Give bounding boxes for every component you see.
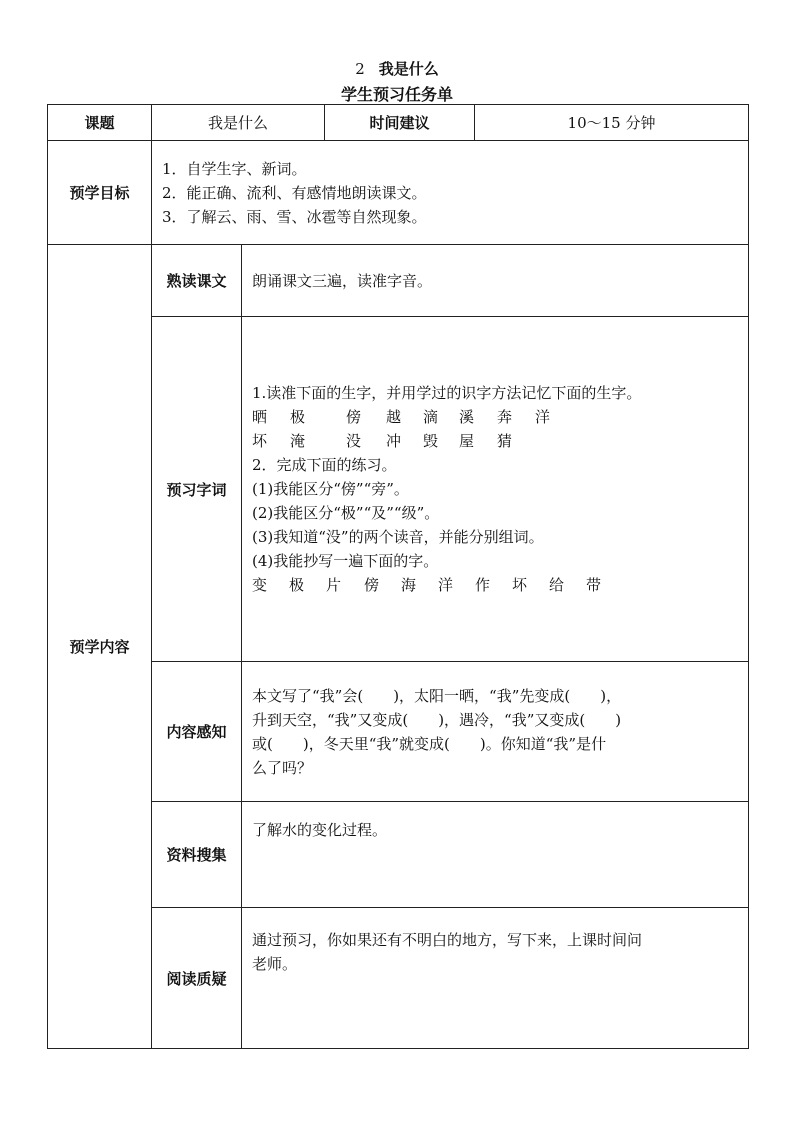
char: 坏 [512, 576, 528, 594]
reading-row [48, 245, 749, 317]
char: 带 [586, 576, 602, 594]
goals-label: 预学目标 [48, 141, 152, 245]
perception-line: 升到天空，“我”又变成( )，遇冷，“我”又变成( ) [252, 710, 622, 729]
questions-row [48, 908, 749, 1049]
char: 给 [549, 576, 565, 594]
questions-content [242, 908, 749, 1049]
words-row [48, 317, 749, 662]
worksheet-subtitle: 学生预习任务单 [340, 85, 453, 104]
perception-line: 么了吗？ [252, 758, 313, 777]
words-instruction: 1.读准下面的生字，并用学过的识字方法记忆下面的生字。 [252, 384, 642, 402]
questions-line: 老师。 [252, 955, 298, 973]
char: 淹 [290, 432, 306, 450]
goal-item: 1．自学生字、新词。 [162, 159, 307, 178]
lesson-heading [0, 58, 794, 79]
char: 晒 [252, 408, 268, 426]
questions-label: 阅读质疑 [152, 908, 242, 1049]
char: 毁 [423, 432, 439, 450]
reading-text: 朗诵课文三遍，读准字音。 [242, 245, 749, 317]
char: 变 [252, 576, 268, 594]
char: 海 [401, 576, 417, 594]
content-section-label: 预学内容 [48, 245, 152, 1049]
goal-item: 3．了解云、雨、雪、冰雹等自然现象。 [162, 207, 427, 226]
goals-content [152, 141, 749, 245]
chars-row-3 [252, 573, 740, 597]
char: 片 [326, 576, 342, 594]
chars-row-2 [252, 429, 740, 453]
exercise-item: (1)我能区分“傍”“旁”。 [252, 480, 409, 498]
char: 洋 [535, 408, 551, 426]
char: 坏 [252, 432, 268, 450]
perception-content [242, 662, 749, 802]
lesson-number: 2 [355, 60, 365, 78]
char: 屋 [459, 432, 475, 450]
questions-line: 通过预习，你如果还有不明白的地方，写下来，上课时间问 [252, 931, 643, 949]
char: 滴 [423, 408, 439, 426]
exercise-item: (3)我知道“没”的两个读音，并能分别组词。 [252, 528, 544, 546]
char: 猜 [497, 432, 513, 450]
char: 极 [289, 576, 305, 594]
words-content [242, 317, 749, 662]
reading-label: 熟读课文 [152, 245, 242, 317]
topic-value: 我是什么 [152, 105, 325, 141]
perception-line: 本文写了“我”会( )，太阳一晒，“我”先变成( )， [252, 686, 622, 705]
char: 没 [346, 432, 362, 450]
char: 傍 [364, 576, 380, 594]
chars-row-1 [252, 405, 740, 429]
goals-row [48, 141, 749, 245]
words-label: 预习字词 [152, 317, 242, 662]
char: 冲 [386, 432, 402, 450]
char: 溪 [459, 408, 475, 426]
preview-task-table [47, 104, 749, 1049]
perception-row [48, 662, 749, 802]
exercise-heading: 2．完成下面的练习。 [252, 456, 397, 474]
perception-line: 或( )，冬天里“我”就变成( )。你知道“我”是什 [252, 734, 607, 753]
research-row [48, 802, 749, 908]
time-label: 时间建议 [325, 105, 475, 141]
topic-label: 课题 [48, 105, 152, 141]
char: 越 [386, 408, 402, 426]
exercise-item: (4)我能抄写一遍下面的字。 [252, 552, 439, 570]
char: 极 [290, 408, 306, 426]
lesson-title: 我是什么 [378, 60, 439, 78]
research-label: 资料搜集 [152, 802, 242, 908]
char: 洋 [438, 576, 454, 594]
perception-label: 内容感知 [152, 662, 242, 802]
research-text: 了解水的变化过程。 [242, 802, 749, 908]
goal-item: 2．能正确、流利、有感情地朗读课文。 [162, 183, 427, 202]
time-value: 10～15 分钟 [475, 105, 749, 141]
char: 傍 [346, 408, 362, 426]
header-row [48, 105, 749, 141]
exercise-item: (2)我能区分“极”“及”“级”。 [252, 504, 440, 522]
char: 奔 [497, 408, 513, 426]
char: 作 [475, 576, 491, 594]
